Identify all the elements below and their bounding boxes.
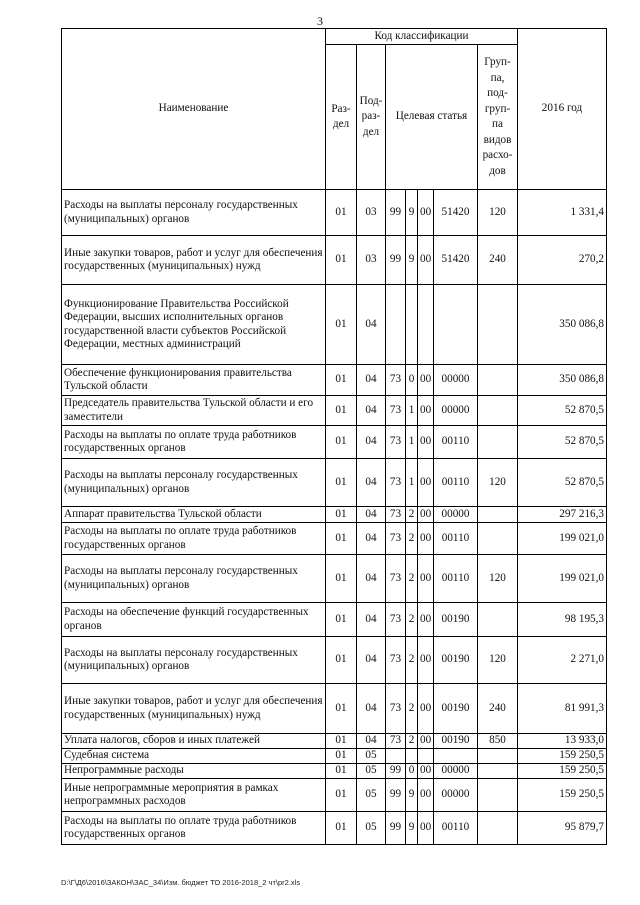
row-target-subprogram: 9 [406,779,418,812]
table-row [62,365,607,396]
header-expense-group: Груп- па, под- груп- па видов расхо- дов [478,45,518,190]
row-amount: 81 991,3 [518,684,607,734]
row-subsection: 04 [357,684,386,734]
header-classification-code: Код классификации [326,29,518,45]
table-row [62,637,607,684]
table-row [62,684,607,734]
row-amount: 13 933,0 [518,734,607,749]
row-target-direction: 00 [418,637,434,684]
row-target-subprogram: 2 [406,684,418,734]
page-number: 3 [317,14,323,28]
row-target-direction: 00 [418,603,434,637]
row-target-subprogram: 2 [406,734,418,749]
table-row [62,190,607,236]
row-amount: 297 216,3 [518,507,607,523]
row-target-code: 00000 [434,779,478,812]
table-row [62,812,607,845]
row-target-direction: 00 [418,734,434,749]
header-year: 2016 год [518,29,607,190]
header-subsection: Под- раз- дел [357,45,386,190]
row-target-code: 51420 [434,236,478,285]
row-name: Функционирование Правительства Российской Федерации, высших исполнительных органов государственной власти субъектов Российской Федерации, местных администраций [62,285,326,365]
row-section: 01 [326,236,357,285]
row-target-program: 73 [386,426,406,459]
row-target-subprogram: 2 [406,523,418,555]
row-target-direction [418,285,434,365]
row-name: Расходы на выплаты персоналу государственных (муниципальных) органов [62,190,326,236]
row-target-code: 00110 [434,426,478,459]
row-section: 01 [326,749,357,764]
row-name: Судебная система [62,749,326,764]
row-name: Иные непрограммные мероприятия в рамках непрограммных расходов [62,779,326,812]
row-subsection: 04 [357,734,386,749]
row-target-subprogram: 9 [406,812,418,845]
row-target-subprogram [406,749,418,764]
header-section: Раз- дел [326,45,357,190]
row-name: Обеспечение функционирования правительства Тульской области [62,365,326,396]
row-section: 01 [326,523,357,555]
row-section: 01 [326,603,357,637]
file-path-footer: D:\Г\Д6\2016\ЗАКОН\ЗАС_34\Изм. бюджет ТО 2016-2018_2 чт\pr2.xls [61,878,301,887]
row-expense-group: 120 [478,555,518,603]
row-expense-group [478,507,518,523]
row-subsection: 04 [357,459,386,507]
row-amount: 199 021,0 [518,523,607,555]
row-subsection: 04 [357,555,386,603]
row-target-code: 00190 [434,637,478,684]
row-name: Иные закупки товаров, работ и услуг для обеспечения государственных (муниципальных) нужд [62,236,326,285]
table-row [62,603,607,637]
row-expense-group [478,812,518,845]
row-subsection: 04 [357,285,386,365]
row-section: 01 [326,190,357,236]
row-expense-group [478,365,518,396]
row-target-direction: 00 [418,459,434,507]
row-target-program: 73 [386,365,406,396]
row-target-program: 73 [386,603,406,637]
row-amount: 159 250,5 [518,764,607,779]
row-expense-group [478,749,518,764]
row-target-subprogram: 0 [406,764,418,779]
row-name: Иные закупки товаров, работ и услуг для обеспечения государственных (муниципальных) нужд [62,684,326,734]
row-target-subprogram [406,285,418,365]
row-section: 01 [326,426,357,459]
row-target-program: 73 [386,684,406,734]
row-amount: 159 250,5 [518,749,607,764]
row-target-program: 73 [386,459,406,507]
row-target-program: 73 [386,555,406,603]
row-name: Расходы на выплаты по оплате труда работников государственных органов [62,812,326,845]
row-section: 01 [326,637,357,684]
row-subsection: 04 [357,426,386,459]
table-row [62,507,607,523]
row-target-code: 00000 [434,764,478,779]
row-target-code: 51420 [434,190,478,236]
row-target-subprogram: 9 [406,190,418,236]
row-subsection: 05 [357,779,386,812]
row-subsection: 03 [357,190,386,236]
row-section: 01 [326,779,357,812]
row-expense-group: 120 [478,459,518,507]
row-amount: 350 086,8 [518,365,607,396]
row-subsection: 04 [357,396,386,426]
row-subsection: 05 [357,764,386,779]
row-target-program: 99 [386,764,406,779]
row-section: 01 [326,507,357,523]
table-row [62,764,607,779]
row-subsection: 04 [357,523,386,555]
row-target-direction: 00 [418,684,434,734]
row-expense-group [478,396,518,426]
table-row [62,426,607,459]
row-target-direction [418,749,434,764]
row-expense-group: 850 [478,734,518,749]
row-target-code: 00000 [434,365,478,396]
row-target-program [386,285,406,365]
row-section: 01 [326,285,357,365]
row-target-direction: 00 [418,236,434,285]
row-expense-group [478,523,518,555]
row-target-direction: 00 [418,523,434,555]
row-expense-group [478,779,518,812]
row-expense-group: 120 [478,190,518,236]
row-target-code [434,749,478,764]
row-expense-group [478,764,518,779]
row-target-direction: 00 [418,426,434,459]
row-expense-group: 240 [478,684,518,734]
row-target-code: 00000 [434,396,478,426]
row-amount: 52 870,5 [518,426,607,459]
row-target-code: 00190 [434,603,478,637]
row-target-subprogram: 2 [406,637,418,684]
row-subsection: 04 [357,507,386,523]
row-target-subprogram: 9 [406,236,418,285]
row-amount: 52 870,5 [518,459,607,507]
table-row [62,236,607,285]
row-subsection: 04 [357,603,386,637]
row-target-subprogram: 0 [406,365,418,396]
row-name: Аппарат правительства Тульской области [62,507,326,523]
row-name: Расходы на обеспечение функций государственных органов [62,603,326,637]
row-target-direction: 00 [418,365,434,396]
row-name: Председатель правительства Тульской области и его заместители [62,396,326,426]
row-target-code: 00190 [434,734,478,749]
row-target-direction: 00 [418,764,434,779]
row-expense-group: 120 [478,637,518,684]
table-row [62,555,607,603]
row-target-code: 00000 [434,507,478,523]
row-subsection: 04 [357,365,386,396]
row-target-code: 00110 [434,523,478,555]
row-name: Непрограммные расходы [62,764,326,779]
row-target-program [386,749,406,764]
row-target-direction: 00 [418,396,434,426]
row-subsection: 05 [357,812,386,845]
table-row [62,523,607,555]
row-target-code: 00110 [434,812,478,845]
table-row [62,285,607,365]
row-amount: 98 195,3 [518,603,607,637]
table-row [62,396,607,426]
row-target-direction: 00 [418,507,434,523]
header-target-article: Целевая статья [386,45,478,190]
row-target-code: 00110 [434,459,478,507]
row-target-program: 99 [386,812,406,845]
row-name: Расходы на выплаты по оплате труда работников государственных органов [62,523,326,555]
row-target-program: 73 [386,507,406,523]
table-row [62,459,607,507]
row-section: 01 [326,365,357,396]
row-subsection: 05 [357,749,386,764]
row-expense-group [478,603,518,637]
row-expense-group [478,285,518,365]
row-subsection: 04 [357,637,386,684]
row-target-program: 73 [386,734,406,749]
row-target-subprogram: 2 [406,603,418,637]
table-row [62,734,607,749]
table-row [62,749,607,764]
row-target-direction: 00 [418,812,434,845]
row-amount: 159 250,5 [518,779,607,812]
row-target-code [434,285,478,365]
row-target-program: 73 [386,396,406,426]
row-subsection: 03 [357,236,386,285]
row-expense-group: 240 [478,236,518,285]
row-target-program: 99 [386,779,406,812]
row-name: Расходы на выплаты персоналу государственных (муниципальных) органов [62,459,326,507]
row-target-subprogram: 1 [406,426,418,459]
row-amount: 2 271,0 [518,637,607,684]
row-amount: 270,2 [518,236,607,285]
row-target-subprogram: 1 [406,396,418,426]
row-target-subprogram: 2 [406,555,418,603]
row-section: 01 [326,459,357,507]
row-target-code: 00190 [434,684,478,734]
row-section: 01 [326,734,357,749]
row-amount: 1 331,4 [518,190,607,236]
row-target-subprogram: 1 [406,459,418,507]
row-target-direction: 00 [418,190,434,236]
row-name: Расходы на выплаты персоналу государственных (муниципальных) органов [62,637,326,684]
row-target-program: 99 [386,236,406,285]
row-target-subprogram: 2 [406,507,418,523]
row-name: Расходы на выплаты по оплате труда работников государственных органов [62,426,326,459]
table-row [62,779,607,812]
row-section: 01 [326,812,357,845]
row-name: Расходы на выплаты персоналу государственных (муниципальных) органов [62,555,326,603]
row-section: 01 [326,396,357,426]
row-amount: 199 021,0 [518,555,607,603]
row-expense-group [478,426,518,459]
row-target-program: 99 [386,190,406,236]
row-section: 01 [326,555,357,603]
row-target-direction: 00 [418,555,434,603]
row-amount: 350 086,8 [518,285,607,365]
row-target-program: 73 [386,637,406,684]
row-amount: 52 870,5 [518,396,607,426]
header-name: Наименование [62,29,326,190]
row-amount: 95 879,7 [518,812,607,845]
row-target-direction: 00 [418,779,434,812]
row-target-program: 73 [386,523,406,555]
row-name: Уплата налогов, сборов и иных платежей [62,734,326,749]
table-body [62,190,607,845]
row-section: 01 [326,764,357,779]
budget-table [61,28,607,845]
row-target-code: 00110 [434,555,478,603]
row-section: 01 [326,684,357,734]
